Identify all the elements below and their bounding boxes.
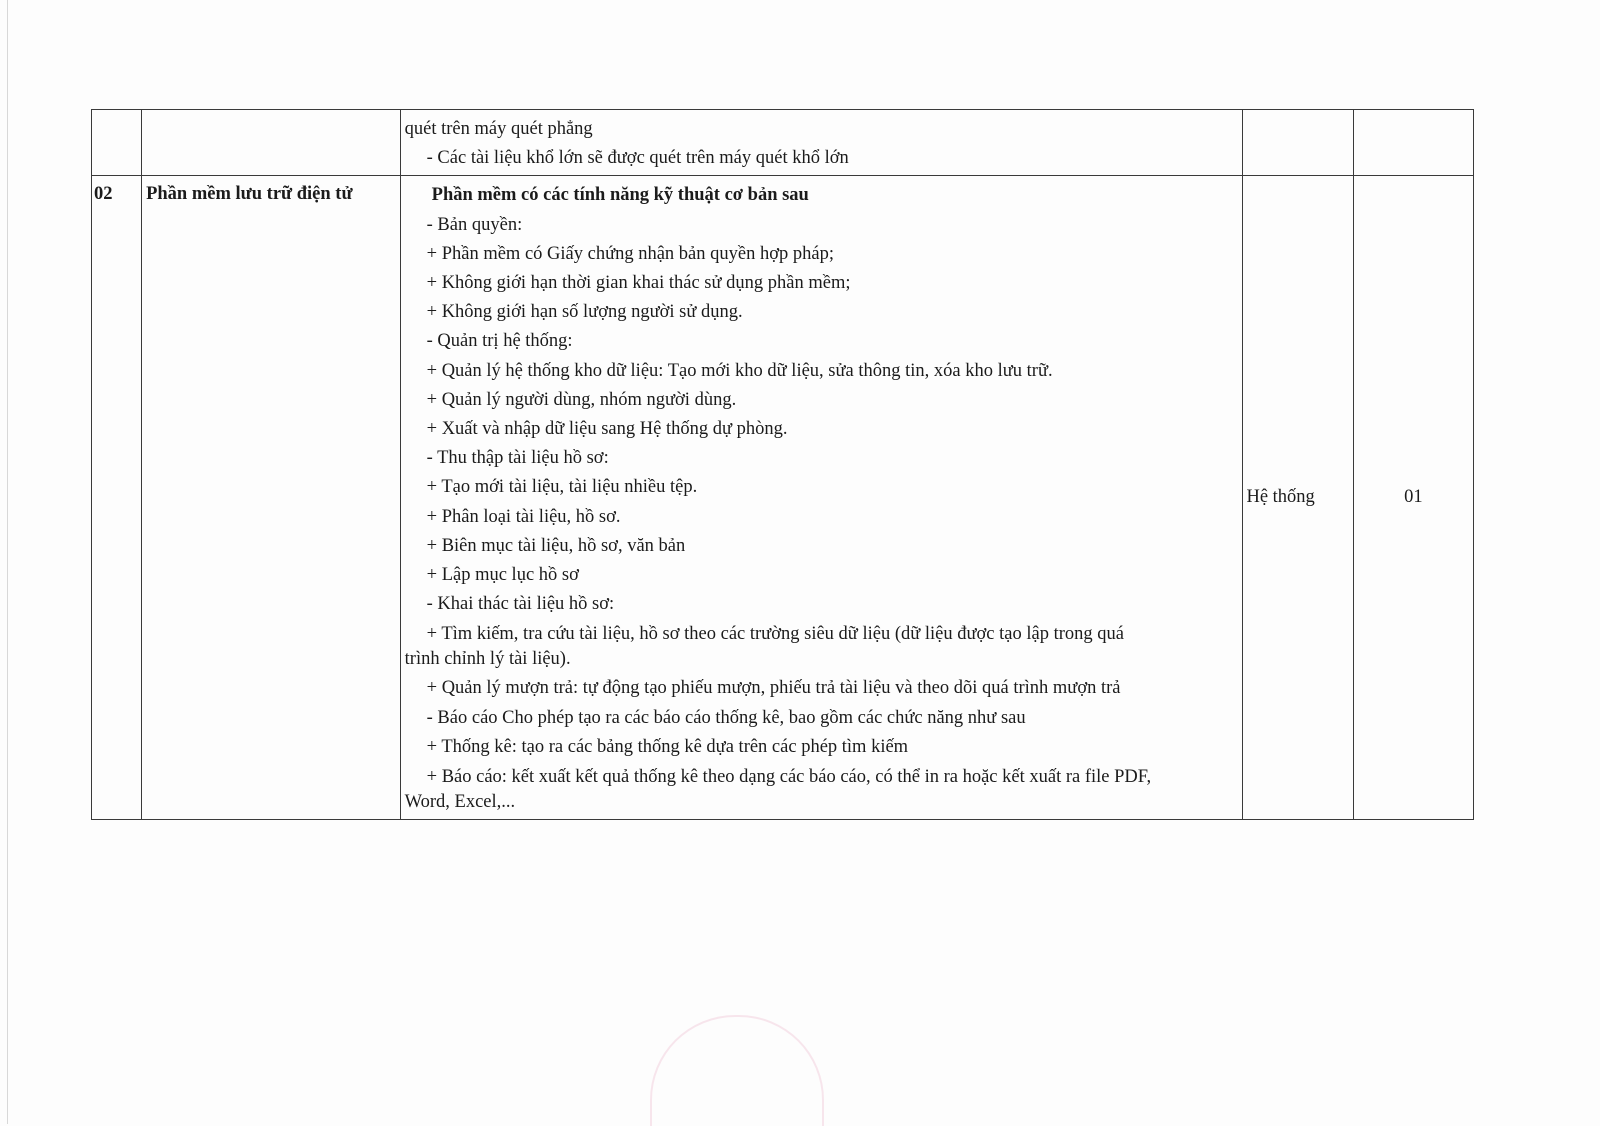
item-row [92,176,1474,820]
cont-line: - Các tài liệu khổ lớn sẽ được quét trên máy quét khổ lớn [426,148,849,169]
spec-line: + Quản lý mượn trả: tự động tạo phiếu mượn, phiếu trả tài liệu và theo dõi quá trình mượn trả [426,678,1121,699]
spec-line-wrapped: + Tìm kiếm, tra cứu tài liệu, hồ sơ theo các trường siêu dữ liệu (dữ liệu được tạo lập trong quá [426,624,1124,645]
continuation-row [92,110,1474,176]
spec-line: - Bản quyền: [426,214,523,235]
item-unit: Hệ thống [1243,176,1353,820]
spec-line: - Thu thập tài liệu hồ sơ: [426,448,609,469]
item-quantity: 01 [1353,176,1473,820]
spec-heading: Phần mềm có các tính năng kỹ thuật cơ bản sau [431,185,809,206]
item-number: 02 [92,176,142,820]
cont-spec-cell [400,110,1243,176]
cont-no-cell [92,110,142,176]
spec-line: + Không giới hạn số lượng người sử dụng. [426,302,743,323]
page-edge-line [7,0,8,1124]
cont-unit-cell [1243,110,1353,176]
faint-stamp-mark [650,1015,824,1126]
item-specification [400,176,1243,820]
spec-line: + Quản lý hệ thống kho dữ liệu: Tạo mới kho dữ liệu, sửa thông tin, xóa kho lưu trữ. [426,360,1053,381]
item-name: Phần mềm lưu trữ điện tử [142,176,401,820]
spec-line: + Biên mục tài liệu, hồ sơ, văn bản [426,535,686,556]
spec-line-wrapped-cont: trình chỉnh lý tài liệu). [404,649,571,670]
spec-line: - Quản trị hệ thống: [426,331,573,352]
spec-line: + Quản lý người dùng, nhóm người dùng. [426,389,737,410]
spec-line: + Không giới hạn thời gian khai thác sử dụng phần mềm; [426,273,851,294]
spec-line: + Phần mềm có Giấy chứng nhận bản quyền hợp pháp; [426,243,834,264]
spec-line: + Thống kê: tạo ra các bảng thống kê dựa trên các phép tìm kiếm [426,736,909,757]
spec-line-wrapped-cont: Word, Excel,... [404,792,516,813]
cont-qty-cell [1353,110,1473,176]
spec-line: + Xuất và nhập dữ liệu sang Hệ thống dự phòng. [426,419,788,440]
cont-line: quét trên máy quét phẳng [404,119,593,139]
spec-line: + Tạo mới tài liệu, tài liệu nhiều tệp. [426,477,698,498]
spec-line-wrapped: + Báo cáo: kết xuất kết quả thống kê theo dạng các báo cáo, có thể in ra hoặc kết xuất ra file PDF, [426,767,1152,788]
specification-table [91,109,1474,820]
spec-line: - Khai thác tài liệu hồ sơ: [426,594,615,615]
spec-line: - Báo cáo Cho phép tạo ra các báo cáo thống kê, bao gồm các chức năng như sau [426,707,1026,728]
spec-line: + Phân loại tài liệu, hồ sơ. [426,506,621,527]
spec-line: + Lập mục lục hồ sơ [426,565,579,586]
cont-name-cell [142,110,401,176]
